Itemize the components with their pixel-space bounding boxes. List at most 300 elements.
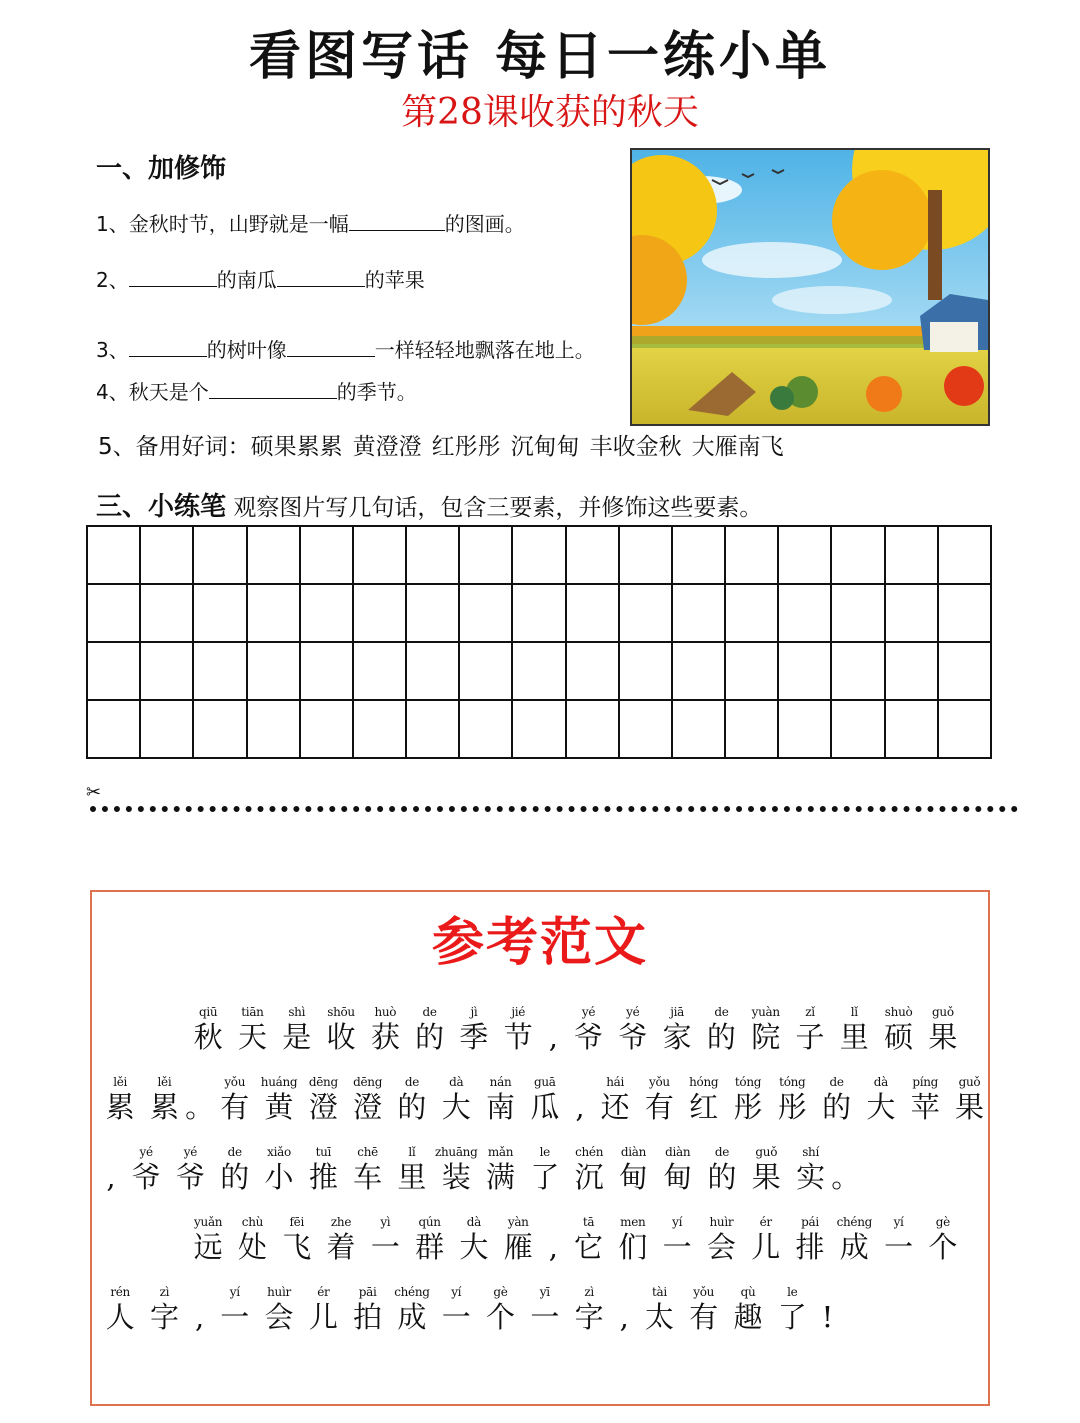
word-bank-item: 硕果累累 bbox=[250, 434, 343, 460]
essay-char bbox=[496, 1004, 540, 1054]
hanzi: 人 bbox=[105, 1300, 135, 1334]
hanzi: 趣 bbox=[733, 1300, 763, 1334]
essay-char bbox=[407, 1214, 451, 1264]
exercise-4-prefix: 4、秋天是个 bbox=[96, 380, 209, 404]
grid-cell[interactable] bbox=[407, 527, 460, 585]
exercise-4-blank[interactable] bbox=[209, 376, 337, 399]
grid-cell[interactable] bbox=[939, 701, 992, 759]
grid-cell[interactable] bbox=[832, 527, 885, 585]
pinyin: zì bbox=[584, 1285, 594, 1299]
hanzi: 季 bbox=[459, 1020, 489, 1054]
hanzi: 是 bbox=[282, 1020, 312, 1054]
hanzi: 一 bbox=[370, 1230, 400, 1264]
grid-cell[interactable] bbox=[567, 643, 620, 701]
grid-cell[interactable] bbox=[301, 643, 354, 701]
essay-char bbox=[921, 1004, 965, 1054]
pinyin: yuǎn bbox=[194, 1215, 223, 1229]
essay-char bbox=[859, 1074, 903, 1124]
hanzi: , bbox=[106, 1160, 116, 1194]
grid-cell[interactable] bbox=[88, 585, 141, 643]
essay-char bbox=[947, 1074, 991, 1124]
hanzi: 获 bbox=[370, 1020, 400, 1054]
pinyin: de bbox=[829, 1075, 844, 1089]
grid-cell[interactable] bbox=[460, 643, 513, 701]
grid-cell[interactable] bbox=[248, 585, 301, 643]
essay-char bbox=[567, 1144, 611, 1194]
exercise-3-mid: 的树叶像 bbox=[206, 338, 287, 362]
hanzi: 实 bbox=[796, 1160, 826, 1194]
hanzi: 装 bbox=[441, 1160, 471, 1194]
grid-cell[interactable] bbox=[194, 643, 247, 701]
essay-char bbox=[407, 1004, 451, 1054]
hanzi: 会 bbox=[264, 1300, 294, 1334]
pinyin: shí bbox=[802, 1145, 820, 1159]
pinyin: shōu bbox=[327, 1005, 355, 1019]
essay-char bbox=[213, 1144, 257, 1194]
essay-char bbox=[345, 1144, 389, 1194]
grid-cell[interactable] bbox=[460, 585, 513, 643]
essay-char bbox=[700, 1144, 744, 1194]
pinyin: lǐ bbox=[850, 1005, 858, 1019]
pinyin: huáng bbox=[260, 1075, 298, 1089]
hanzi: , bbox=[548, 1230, 558, 1264]
essay-char bbox=[637, 1074, 681, 1124]
hanzi: 爷 bbox=[175, 1160, 205, 1194]
hanzi: 的 bbox=[415, 1020, 445, 1054]
grid-cell[interactable] bbox=[832, 585, 885, 643]
word-bank bbox=[98, 428, 794, 461]
hanzi: 字 bbox=[574, 1300, 604, 1334]
essay-char bbox=[699, 1004, 743, 1054]
hanzi: 的 bbox=[397, 1090, 427, 1124]
hanzi: 了 bbox=[530, 1160, 560, 1194]
grid-cell[interactable] bbox=[939, 527, 992, 585]
exercise-3-prefix: 3、 bbox=[96, 338, 129, 362]
grid-cell[interactable] bbox=[88, 643, 141, 701]
essay-char bbox=[903, 1074, 947, 1124]
essay-char bbox=[523, 1074, 567, 1124]
hanzi: 甸 bbox=[663, 1160, 693, 1194]
hanzi: 。 bbox=[831, 1160, 861, 1194]
grid-cell[interactable] bbox=[620, 527, 673, 585]
pinyin: zǐ bbox=[805, 1005, 815, 1019]
essay-char bbox=[142, 1074, 186, 1124]
exercise-2-prefix: 2、 bbox=[96, 268, 129, 292]
section1-heading: 一、加修饰 bbox=[96, 154, 227, 184]
essay-char bbox=[275, 1004, 319, 1054]
grid-cell[interactable] bbox=[354, 643, 407, 701]
grid-cell[interactable] bbox=[460, 701, 513, 759]
hanzi: , bbox=[575, 1090, 585, 1124]
pinyin: yí bbox=[229, 1285, 240, 1299]
grid-cell[interactable] bbox=[407, 643, 460, 701]
hanzi: 家 bbox=[662, 1020, 692, 1054]
hanzi: 收 bbox=[326, 1020, 356, 1054]
hanzi: 天 bbox=[237, 1020, 267, 1054]
essay-char bbox=[611, 1004, 655, 1054]
grid-cell[interactable] bbox=[567, 527, 620, 585]
hanzi: 雁 bbox=[503, 1230, 533, 1264]
pinyin: zhe bbox=[330, 1215, 352, 1229]
hanzi: 瓜 bbox=[530, 1090, 560, 1124]
pinyin: huìr bbox=[267, 1285, 291, 1299]
essay-char bbox=[744, 1144, 788, 1194]
essay-char bbox=[832, 1004, 876, 1054]
pinyin: de bbox=[404, 1075, 420, 1089]
grid-cell[interactable] bbox=[673, 527, 726, 585]
pinyin: qù bbox=[740, 1285, 756, 1299]
essay-char bbox=[452, 1004, 496, 1054]
worksheet-title: 看图写话 每日一练小单 bbox=[248, 26, 832, 87]
hanzi: ! bbox=[821, 1300, 834, 1334]
essay-char bbox=[434, 1284, 478, 1334]
hanzi: 南 bbox=[486, 1090, 516, 1124]
hanzi: 红 bbox=[689, 1090, 719, 1124]
exercise-3-suffix: 一样轻轻地飘落在地上。 bbox=[374, 338, 595, 362]
hanzi: 爷 bbox=[574, 1020, 604, 1054]
pinyin: qiū bbox=[198, 1005, 218, 1019]
essay-char bbox=[186, 1004, 230, 1054]
essay-char bbox=[363, 1004, 407, 1054]
hanzi: 秋 bbox=[193, 1020, 223, 1054]
grid-cell[interactable] bbox=[886, 643, 939, 701]
pinyin: guǒ bbox=[932, 1005, 954, 1019]
grid-cell[interactable] bbox=[779, 643, 832, 701]
hanzi: 成 bbox=[839, 1230, 869, 1264]
pinyin: jiā bbox=[670, 1005, 685, 1019]
hanzi: 子 bbox=[795, 1020, 825, 1054]
hanzi: 车 bbox=[353, 1160, 383, 1194]
essay-char bbox=[682, 1074, 726, 1124]
grid-cell[interactable] bbox=[88, 701, 141, 759]
grid-cell[interactable] bbox=[673, 585, 726, 643]
pinyin: yǒu bbox=[693, 1285, 715, 1299]
pinyin: huò bbox=[374, 1005, 397, 1019]
essay-char bbox=[434, 1144, 478, 1194]
grid-cell[interactable] bbox=[673, 643, 726, 701]
grid-cell[interactable] bbox=[779, 527, 832, 585]
essay-char bbox=[726, 1074, 770, 1124]
essay-char bbox=[98, 1074, 142, 1124]
pinyin: yǒu bbox=[648, 1075, 670, 1089]
grid-cell[interactable] bbox=[620, 585, 673, 643]
hanzi: 个 bbox=[928, 1230, 958, 1264]
grid-cell[interactable] bbox=[301, 701, 354, 759]
essay-char bbox=[814, 1074, 858, 1124]
hanzi: 爷 bbox=[618, 1020, 648, 1054]
hanzi: 一 bbox=[662, 1230, 692, 1264]
section3-heading: 三、小练笔 bbox=[96, 492, 227, 522]
essay-char bbox=[876, 1004, 920, 1054]
pinyin: shuò bbox=[884, 1005, 913, 1019]
hanzi: 推 bbox=[308, 1160, 338, 1194]
essay-char bbox=[142, 1284, 186, 1334]
exercise-1 bbox=[96, 208, 525, 237]
essay-char bbox=[611, 1284, 637, 1334]
grid-cell[interactable] bbox=[620, 701, 673, 759]
grid-cell[interactable] bbox=[248, 527, 301, 585]
essay-char bbox=[744, 1214, 788, 1264]
hanzi: 处 bbox=[237, 1230, 267, 1264]
pinyin: jì bbox=[470, 1005, 478, 1019]
grid-cell[interactable] bbox=[354, 527, 407, 585]
grid-cell[interactable] bbox=[726, 585, 779, 643]
grid-cell[interactable] bbox=[194, 527, 247, 585]
essay-char bbox=[230, 1214, 274, 1264]
essay-char bbox=[566, 1214, 610, 1264]
exercise-3 bbox=[96, 334, 595, 363]
pinyin: yǒu bbox=[224, 1075, 246, 1089]
essay-char bbox=[593, 1074, 637, 1124]
essay-char bbox=[187, 1074, 213, 1124]
section3-instruction: 观察图片写几句话，包含三要素，并修饰这些要素。 bbox=[233, 495, 763, 521]
essay-char bbox=[655, 1004, 699, 1054]
essay-char bbox=[257, 1284, 301, 1334]
essay-char bbox=[523, 1284, 567, 1334]
pinyin: le bbox=[787, 1285, 798, 1299]
grid-cell[interactable] bbox=[779, 701, 832, 759]
exercise-2-blank-2[interactable] bbox=[277, 264, 365, 287]
pinyin: tuī bbox=[315, 1145, 332, 1159]
grid-cell[interactable] bbox=[832, 643, 885, 701]
grid-cell[interactable] bbox=[886, 527, 939, 585]
hanzi: 会 bbox=[706, 1230, 736, 1264]
grid-cell[interactable] bbox=[726, 643, 779, 701]
essay-char bbox=[124, 1144, 168, 1194]
exercise-1-blank[interactable] bbox=[349, 208, 445, 231]
grid-cell[interactable] bbox=[779, 585, 832, 643]
cut-line bbox=[90, 806, 1018, 812]
hanzi: 着 bbox=[326, 1230, 356, 1264]
hanzi: 黄 bbox=[264, 1090, 294, 1124]
grid-cell[interactable] bbox=[301, 527, 354, 585]
grid-cell[interactable] bbox=[301, 585, 354, 643]
grid-cell[interactable] bbox=[248, 701, 301, 759]
grid-cell[interactable] bbox=[886, 585, 939, 643]
essay-char bbox=[770, 1284, 814, 1334]
pinyin: le bbox=[539, 1145, 550, 1159]
pinyin: yé bbox=[581, 1005, 596, 1019]
pinyin: yé bbox=[139, 1145, 153, 1159]
grid-cell[interactable] bbox=[141, 701, 194, 759]
pinyin: ér bbox=[759, 1215, 772, 1229]
essay-char bbox=[876, 1214, 920, 1264]
pinyin: hóng bbox=[689, 1075, 719, 1089]
grid-cell[interactable] bbox=[939, 643, 992, 701]
pinyin: lěi bbox=[157, 1075, 172, 1089]
grid-cell[interactable] bbox=[726, 701, 779, 759]
grid-cell[interactable] bbox=[88, 527, 141, 585]
grid-cell[interactable] bbox=[460, 527, 513, 585]
grid-cell[interactable] bbox=[248, 643, 301, 701]
grid-cell[interactable] bbox=[567, 701, 620, 759]
essay-char bbox=[770, 1074, 814, 1124]
hanzi: 硕 bbox=[884, 1020, 914, 1054]
writing-grid[interactable] bbox=[86, 525, 992, 759]
word-bank-label: 5、备用好词： bbox=[98, 434, 251, 460]
hanzi: 大 bbox=[441, 1090, 471, 1124]
hanzi: 累 bbox=[149, 1090, 179, 1124]
pinyin: tài bbox=[651, 1285, 667, 1299]
hanzi: 儿 bbox=[751, 1230, 781, 1264]
hanzi: 澄 bbox=[353, 1090, 383, 1124]
pinyin: chù bbox=[241, 1215, 264, 1229]
pinyin: shì bbox=[288, 1005, 306, 1019]
exercise-2-suffix: 的苹果 bbox=[364, 268, 425, 292]
hanzi: 群 bbox=[415, 1230, 445, 1264]
pinyin: yé bbox=[183, 1145, 198, 1159]
grid-cell[interactable] bbox=[354, 585, 407, 643]
essay-char bbox=[390, 1144, 434, 1194]
pinyin: guǒ bbox=[958, 1075, 981, 1089]
hanzi: 远 bbox=[193, 1230, 223, 1264]
essay-char bbox=[390, 1284, 434, 1334]
pinyin: zhuāng bbox=[434, 1145, 478, 1159]
hanzi: 小 bbox=[264, 1160, 294, 1194]
pinyin: tiān bbox=[241, 1005, 264, 1019]
grid-cell[interactable] bbox=[832, 701, 885, 759]
essay-char bbox=[98, 1284, 142, 1334]
pinyin: qún bbox=[418, 1215, 441, 1229]
essay-char bbox=[814, 1284, 840, 1334]
pinyin: jié bbox=[511, 1005, 526, 1019]
pinyin: lěi bbox=[113, 1075, 128, 1089]
word-bank-item: 大雁南飞 bbox=[691, 434, 784, 460]
hanzi: 它 bbox=[574, 1230, 604, 1264]
pinyin: zì bbox=[159, 1285, 170, 1299]
grid-cell[interactable] bbox=[407, 701, 460, 759]
grid-cell[interactable] bbox=[141, 527, 194, 585]
hanzi: 大 bbox=[866, 1090, 896, 1124]
essay-char bbox=[390, 1074, 434, 1124]
pinyin: yī bbox=[539, 1285, 550, 1299]
grid-cell[interactable] bbox=[726, 527, 779, 585]
pinyin: rén bbox=[110, 1285, 130, 1299]
pinyin: chē bbox=[357, 1145, 378, 1159]
essay-char bbox=[788, 1004, 832, 1054]
essay-char bbox=[213, 1284, 257, 1334]
essay-char bbox=[301, 1284, 345, 1334]
pinyin: fēi bbox=[289, 1215, 304, 1229]
essay-char bbox=[726, 1284, 770, 1334]
pinyin: chén bbox=[575, 1145, 604, 1159]
hanzi: 了 bbox=[777, 1300, 807, 1334]
pinyin: men bbox=[620, 1215, 646, 1229]
pinyin: xiǎo bbox=[267, 1145, 291, 1159]
hanzi: 有 bbox=[220, 1090, 250, 1124]
exercise-2-blank-1[interactable] bbox=[129, 264, 217, 287]
pinyin: huìr bbox=[709, 1215, 734, 1229]
grid-cell[interactable] bbox=[620, 643, 673, 701]
grid-cell[interactable] bbox=[513, 585, 566, 643]
essay-char bbox=[301, 1144, 345, 1194]
grid-cell[interactable] bbox=[141, 585, 194, 643]
essay-char bbox=[540, 1004, 566, 1054]
pinyin: ér bbox=[317, 1285, 330, 1299]
hanzi: 里 bbox=[397, 1160, 427, 1194]
pinyin: lǐ bbox=[408, 1145, 416, 1159]
hanzi: 们 bbox=[618, 1230, 648, 1264]
pinyin: chéng bbox=[394, 1285, 430, 1299]
pinyin: tóng bbox=[779, 1075, 806, 1089]
hanzi: , bbox=[194, 1300, 205, 1334]
hanzi: 。 bbox=[185, 1090, 215, 1124]
essay-line bbox=[98, 1284, 840, 1334]
reference-essay-title: 参考范文 bbox=[431, 912, 648, 973]
pinyin: mǎn bbox=[487, 1145, 514, 1159]
grid-cell[interactable] bbox=[354, 701, 407, 759]
grid-cell[interactable] bbox=[194, 585, 247, 643]
essay-char bbox=[98, 1144, 124, 1194]
autumn-illustration bbox=[630, 148, 990, 426]
grid-cell[interactable] bbox=[513, 701, 566, 759]
grid-cell[interactable] bbox=[407, 585, 460, 643]
pinyin: gè bbox=[493, 1285, 508, 1299]
pinyin: pāi bbox=[358, 1285, 377, 1299]
essay-char bbox=[478, 1074, 522, 1124]
pinyin: yé bbox=[626, 1005, 640, 1019]
pinyin: pái bbox=[801, 1215, 819, 1229]
essay-char bbox=[523, 1144, 567, 1194]
essay-char bbox=[744, 1004, 788, 1054]
hanzi: 大 bbox=[459, 1230, 489, 1264]
hanzi: 果 bbox=[928, 1020, 958, 1054]
hanzi: 院 bbox=[751, 1020, 781, 1054]
pinyin: de bbox=[714, 1145, 730, 1159]
pinyin: de bbox=[422, 1005, 437, 1019]
pinyin: yí bbox=[893, 1215, 904, 1229]
essay-char bbox=[478, 1284, 522, 1334]
lesson-subtitle: 第28课收获的秋天 bbox=[401, 92, 699, 133]
essay-char bbox=[567, 1074, 593, 1124]
grid-cell[interactable] bbox=[141, 643, 194, 701]
hanzi: 的 bbox=[707, 1160, 737, 1194]
essay-char bbox=[452, 1214, 496, 1264]
hanzi: 还 bbox=[600, 1090, 630, 1124]
essay-char bbox=[275, 1214, 319, 1264]
hanzi: 有 bbox=[644, 1090, 674, 1124]
essay-char bbox=[655, 1214, 699, 1264]
pinyin: yì bbox=[380, 1215, 391, 1229]
pinyin: guǒ bbox=[755, 1145, 778, 1159]
hanzi: 的 bbox=[220, 1160, 250, 1194]
essay-char bbox=[699, 1214, 743, 1264]
grid-cell[interactable] bbox=[886, 701, 939, 759]
grid-cell[interactable] bbox=[567, 585, 620, 643]
hanzi: 一 bbox=[530, 1300, 560, 1334]
grid-cell[interactable] bbox=[513, 643, 566, 701]
essay-char bbox=[478, 1144, 522, 1194]
exercise-3-blank-2[interactable] bbox=[287, 334, 375, 357]
hanzi: 一 bbox=[220, 1300, 250, 1334]
grid-cell[interactable] bbox=[939, 585, 992, 643]
hanzi: 儿 bbox=[308, 1300, 338, 1334]
hanzi: 的 bbox=[706, 1020, 736, 1054]
grid-cell[interactable] bbox=[673, 701, 726, 759]
pinyin: de bbox=[714, 1005, 729, 1019]
grid-cell[interactable] bbox=[194, 701, 247, 759]
hanzi: 沉 bbox=[574, 1160, 604, 1194]
pinyin: dēng bbox=[353, 1075, 383, 1089]
hanzi: 一 bbox=[441, 1300, 471, 1334]
essay-char bbox=[345, 1284, 389, 1334]
pinyin: nán bbox=[489, 1075, 512, 1089]
grid-cell[interactable] bbox=[513, 527, 566, 585]
essay-line bbox=[98, 1074, 992, 1124]
hanzi: 甸 bbox=[618, 1160, 648, 1194]
exercise-3-blank-1[interactable] bbox=[129, 334, 207, 357]
word-bank-item: 沉甸甸 bbox=[510, 434, 580, 460]
